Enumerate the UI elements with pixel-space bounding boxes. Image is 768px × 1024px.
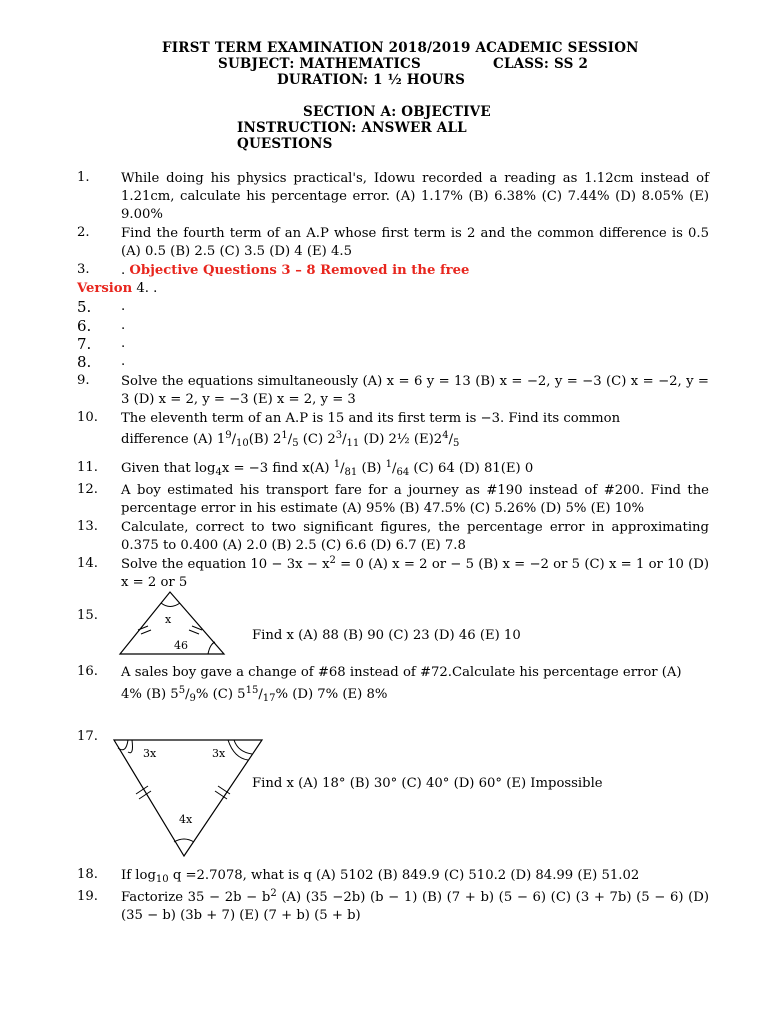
question-text: Find x (A) 88 (B) 90 (C) 23 (D) 46 (E) 10 [252, 628, 521, 643]
option-text: difference (A) 1 [121, 432, 226, 447]
question-text: Solve the equation 10 − 3x − x [121, 557, 330, 572]
question-text: Given that $\log_4x = -3$ find x(A) $^1/_{81}$ (B) $^1/_{64}$ (C) 64 (D) 81(E) 0 [121, 459, 534, 478]
question-number: 13. [77, 519, 98, 534]
question-text [121, 262, 469, 280]
question-text: x = −3 find x(A) [221, 461, 334, 476]
question-text [121, 867, 639, 885]
angle-label: x [165, 613, 172, 626]
angle-label: 3x [212, 747, 226, 760]
question-text: The eleventh term of an A.P is 15 and its first term is −3. Find its common [121, 411, 621, 426]
question-number: 14. [77, 556, 98, 571]
fraction-numerator: 1 [333, 459, 341, 470]
fraction-numerator: 9 [225, 430, 232, 441]
fraction-denominator: 10 [236, 438, 249, 449]
question-number: 6. [77, 317, 92, 335]
fraction-numerator: 1 [385, 459, 392, 470]
question-number: 8. [77, 353, 92, 371]
fraction-denominator: 5 [292, 438, 299, 449]
question-options: difference (A) $1^9/_{10}(B)$ $2^1/_5$ (C) $2^3/_{11}$ (D) 2½ $(E)2^4/_5$ [121, 430, 460, 449]
angle-arc [234, 740, 252, 754]
question-number: 10. [77, 410, 98, 425]
question-text: . [121, 354, 126, 369]
option-text: (B) 2 [248, 432, 282, 447]
question-text: . [121, 263, 130, 278]
option-text: % (C) 5 [195, 687, 246, 702]
exponent: 2 [270, 888, 277, 899]
log-base: 4 [215, 467, 222, 478]
tick-mark [138, 626, 148, 630]
fraction-denominator: 17 [262, 693, 276, 704]
option-text: 4% (B) 5 [121, 687, 179, 702]
triangle-outline [120, 592, 224, 654]
subject-label: SUBJECT: MATHEMATICS [218, 56, 421, 72]
option-text: (C) 2 [298, 432, 336, 447]
question-text: Calculate, correct to two significant figures, the percentage error in approximating 0.375 to 0.400 (A) 2.0 (B) 2.5 (C) 6.6 (D) 6.7 (E) 7.8 [121, 520, 709, 553]
question-text [121, 889, 709, 925]
question-text: If log [121, 868, 156, 883]
angle-arc [161, 603, 180, 607]
fraction-denominator: 9 [189, 693, 196, 704]
option-text: (C) 64 (D) 81(E) 0 [409, 461, 534, 476]
removed-notice: Objective Questions 3 – 8 Removed in the free [129, 263, 470, 278]
fraction-numerator: 15 [245, 685, 259, 696]
question-number: 18. [77, 867, 98, 882]
fraction-numerator: 4 [442, 430, 449, 441]
exam-title: FIRST TERM EXAMINATION 2018/2019 ACADEMIC SESSION [162, 40, 639, 56]
angle-label: 3x [143, 747, 157, 760]
question-text: A sales boy gave a change of #68 instead of #72.Calculate his percentage error (A) [121, 665, 682, 680]
triangle-diagram [110, 586, 230, 666]
question-number: 17. [77, 729, 98, 744]
class-label: CLASS: SS 2 [493, 56, 589, 72]
question-number: 15. [77, 608, 98, 623]
question-number: 12. [77, 482, 98, 497]
exponent: 2 [329, 555, 336, 566]
question-text: . [121, 318, 126, 333]
fraction-denominator: 11 [346, 438, 360, 449]
question-text: = 0 (A) x = 2 or − 5 (B) x = −2 or 5 (C) x = 1 or 10 (D) x = 2 or 5 [121, 557, 709, 590]
fraction-denominator: 64 [396, 467, 410, 478]
option-text: % (D) 7% (E) 8% [275, 687, 388, 702]
fraction-denominator: 5 [453, 438, 460, 449]
question-text: . [121, 336, 126, 351]
question-number: 2. [77, 225, 90, 240]
question-options: 4% (B) $5^5/_9\%$ (C) $5^{15}/_{17}\%$ (D) 7% (E) 8% [121, 685, 388, 704]
question-number: 16. [77, 664, 98, 679]
tick-mark [189, 630, 199, 634]
question-number: 11. [77, 460, 98, 475]
fraction-numerator: 3 [335, 430, 343, 441]
triangle-diagram [108, 734, 268, 860]
angle-label: 4x [179, 813, 193, 826]
question-number: 5. [77, 298, 92, 316]
question-text: A boy estimated his transport fare for a journey as #190 instead of #200. Find the percentage error in his estimate (A) 95% (B) 47.5% (C) 5.26% (D) 5% (E) 10% [121, 483, 709, 516]
fraction-numerator: 1 [281, 430, 288, 441]
question-text: Find the fourth term of an A.P whose first term is 2 and the common difference is 0.5 (A) 0.5 (B) 2.5 (C) 3.5 (D) 4 (E) 4.5 [121, 226, 709, 259]
question-text: Find x (A) 18° (B) 30° (C) 40° (D) 60° (E) Impossible [252, 776, 603, 791]
question-text: Solve the equations simultaneously (A) x = 6 y = 13 (B) x = −2, y = −3 (C) x = −2, y = 3 (D) x = 2, y = −3 (E) x = 2, y = 3 [121, 374, 709, 407]
question-text: While doing his physics practical's, Idowu recorded a reading as 1.12cm instead of 1.21cm, calculate his percentage error. (A) 1.17% (B) 6.38% (C) 7.44% (D) 8.05% (E) 9.00% [121, 171, 709, 222]
question-text: (A) (35 −2b) (b − 1) (B) (7 + b) (5 − 6) (C) (3 + 7b) (5 − 6) (D) (35 − b) (3b + 7) (E) (7 + b) (5 + b) [121, 890, 709, 923]
question-text: q =2.7078, what is q (A) 5102 (B) 849.9 (C) 510.2 (D) 84.99 (E) 51.02 [168, 868, 640, 883]
section-heading: SECTION A: OBJECTIVE [303, 104, 491, 120]
question-number: 9. [77, 373, 90, 388]
question-text: Given that log [121, 461, 216, 476]
tick-mark [141, 630, 151, 634]
question-text: . [121, 299, 126, 314]
log-base: 10 [155, 874, 169, 885]
angle-arc [228, 740, 248, 760]
angle-label: 46 [174, 639, 188, 652]
fraction-denominator: 81 [344, 467, 358, 478]
option-text: (B) [357, 461, 386, 476]
question-number: 7. [77, 335, 92, 353]
fraction-numerator: 5 [178, 685, 186, 696]
question-number: 3. [77, 262, 90, 277]
option-text: (D) 2½ (E)2 [359, 432, 443, 447]
instruction-line: INSTRUCTION: ANSWER ALL [237, 120, 467, 136]
question-text [77, 280, 157, 298]
question-text: Factorize 35 − 2b − b [121, 890, 271, 905]
duration-label: DURATION: 1 ½ HOURS [277, 72, 466, 88]
removed-notice: Version [77, 281, 133, 296]
angle-arc [128, 740, 133, 753]
angle-arc [208, 642, 215, 654]
instruction-line: QUESTIONS [237, 136, 333, 152]
question-number: 1. [77, 170, 90, 185]
question-number: 19. [77, 889, 98, 904]
angle-arc [174, 839, 194, 842]
question-text: 4. . [132, 281, 158, 296]
